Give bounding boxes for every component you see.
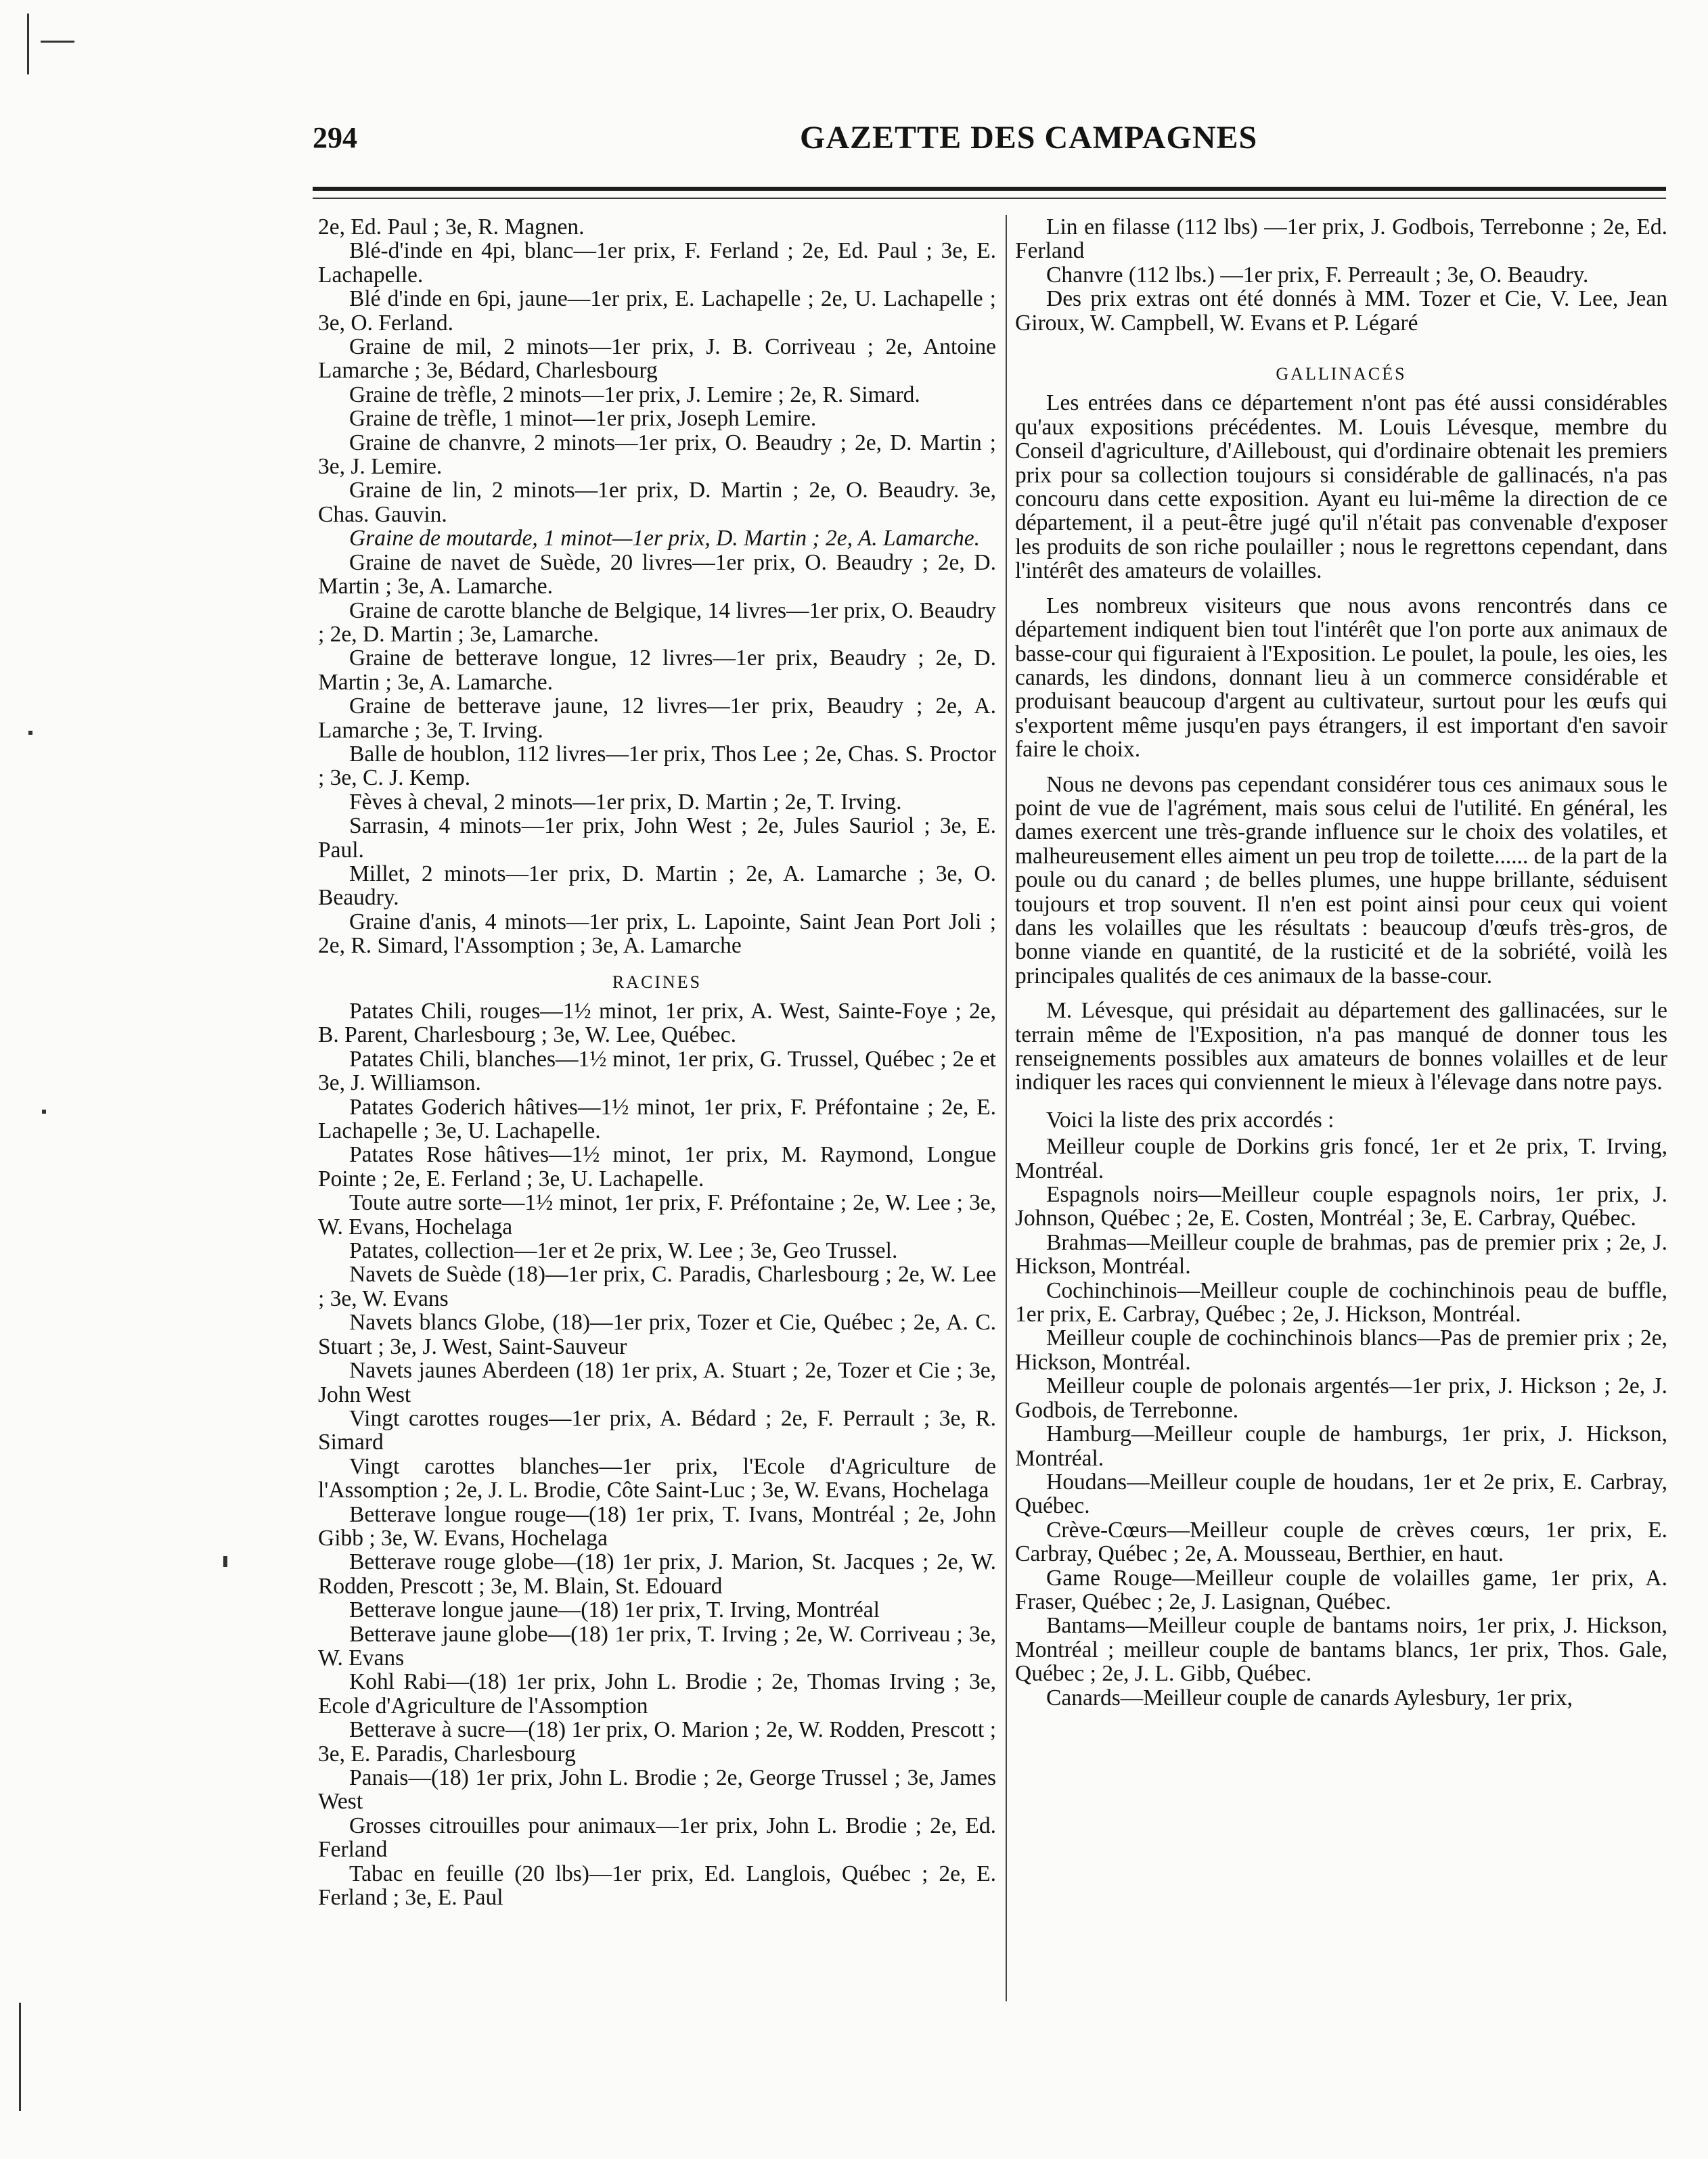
racines-entry: Panais—(18) 1er prix, John L. Brodie ; 2e, George Trussel ; 3e, James West (318, 1765, 996, 1815)
prize-entry: Blé d'inde en 6pi, jaune—1er prix, E. Lachapelle ; 2e, U. Lachapelle ; 3e, O. Ferland. (318, 286, 996, 336)
poultry-prize-entry: Meilleur couple de polonais argentés—1er prix, J. Hickson ; 2e, J. Godbois, de Terrebonne. (1015, 1373, 1667, 1423)
article-paragraph: M. Lévesque, qui présidait au département des gallinacées, sur le terrain même de l'Exposition, n'a pas manqué de donner tous les renseignements possibles aux amateurs de bonnes volailles et de leur indiquer les races qui conviennent le mieux à l'élevage dans notre pays. (1015, 998, 1667, 1095)
header-rule (313, 187, 1666, 191)
racines-entry: Vingt carottes rouges—1er prix, A. Bédard ; 2e, F. Perrault ; 3e, R. Simard (318, 1405, 996, 1455)
section-heading-racines: RACINES (612, 972, 702, 992)
racines-entry: Toute autre sorte—1½ minot, 1er prix, F. Préfontaine ; 2e, W. Lee ; 3e, W. Evans, Hochelaga (318, 1190, 996, 1240)
article-paragraph: Les entrées dans ce département n'ont pas été aussi considérables qu'aux expositions précédentes. M. Louis Lévesque, membre du Conseil d'agriculture, d'Ailleboust, qui d'ordinaire obtenait les premiers prix pour sa collection toujours si considérable de gallinacés, n'a pas concouru dans cette exposition. Ayant eu lui-même la direction de ce département, il a peut-être jugé qu'il n'était pas convenable d'exposer les produits de son riche poulailler ; nous le regrettons cependant, dans l'intérêt des amateurs de volailles. (1015, 390, 1667, 584)
header-rule-thin (313, 198, 1666, 199)
left-column (318, 215, 996, 1909)
column-divider (1006, 215, 1007, 2001)
racines-entry: Navets blancs Globe, (18)—1er prix, Tozer et Cie, Québec ; 2e, A. C. Stuart ; 3e, J. West, Saint-Sauveur (318, 1310, 996, 1359)
prize-entry: Graine de moutarde, 1 minot—1er prix, D. Martin ; 2e, A. Lamarche. (349, 526, 981, 551)
prize-entry: Graine de chanvre, 2 minots—1er prix, O. Beaudry ; 2e, D. Martin ; 3e, J. Lemire. (318, 430, 996, 480)
racines-entry: Vingt carottes blanches—1er prix, l'Ecole d'Agriculture de l'Assomption ; 2e, J. L. Brodie, Côte Saint-Luc ; 3e, W. Evans, Hochelaga (318, 1453, 996, 1503)
prize-entry: Chanvre (112 lbs.) —1er prix, F. Perreault ; 3e, O. Beaudry. (1046, 262, 1589, 288)
poultry-prize-entry: Brahmas—Meilleur couple de brahmas, pas de premier prix ; 2e, J. Hickson, Montréal. (1015, 1229, 1667, 1279)
prize-entry: Graine de betterave longue, 12 livres—1er prix, Beaudry ; 2e, D. Martin ; 3e, A. Lamarche. (318, 645, 996, 695)
poultry-prize-entry: Meilleur couple de Dorkins gris foncé, 1er et 2e prix, T. Irving, Montréal. (1015, 1134, 1667, 1183)
prize-entry: Des prix extras ont été donnés à MM. Tozer et Cie, V. Lee, Jean Giroux, W. Campbell, W. Evans et P. Légaré (1015, 286, 1667, 336)
poultry-prize-entry: Canards—Meilleur couple de canards Aylesbury, 1er prix, (1046, 1685, 1573, 1710)
prize-entry: Graine de carotte blanche de Belgique, 14 livres—1er prix, O. Beaudry ; 2e, D. Martin ; 3e, Lamarche. (318, 597, 996, 647)
racines-entry: Grosses citrouilles pour animaux—1er prix, John L. Brodie ; 2e, Ed. Ferland (318, 1813, 996, 1863)
article-paragraph: Nous ne devons pas cependant considérer tous ces animaux sous le point de vue de l'agrément, mais sous celui de l'utilité. En général, les dames exercent une très-grande influence sur le choix des volatiles, et malheureusement elles aiment un peu trop de toilette...... de la part de la poule ou du canard ; de belles plumes, une huppe brillante, séduisent toujours et trop souvent. Il n'en est point ainsi pour ceux qui voient dans les volailles que les résultats : beaucoup d'œufs très-gros, de bonne viande en quantité, de la rusticité et de la sobriété, voilà les principales qualités de ces animaux de la basse-cour. (1015, 771, 1667, 988)
racines-entry: Kohl Rabi—(18) 1er prix, John L. Brodie ; 2e, Thomas Irving ; 3e, Ecole d'Agriculture de l'Assomption (318, 1669, 996, 1719)
racines-entry: Betterave longue rouge—(18) 1er prix, T. Ivans, Montréal ; 2e, John Gibb ; 3e, W. Evans, Hochelaga (318, 1501, 996, 1551)
prize-entry: Fèves à cheval, 2 minots—1er prix, D. Martin ; 2e, T. Irving. (349, 789, 902, 815)
entry-continued: 2e, Ed. Paul ; 3e, R. Magnen. (318, 214, 585, 240)
prize-entry: Graine de navet de Suède, 20 livres—1er prix, O. Beaudry ; 2e, D. Martin ; 3e, A. Lamarche. (318, 549, 996, 599)
racines-entry: Patates Chili, rouges—1½ minot, 1er prix, A. West, Sainte-Foye ; 2e, B. Parent, Charlesbourg ; 3e, W. Lee, Québec. (318, 999, 996, 1048)
racines-entry: Patates Goderich hâtives—1½ minot, 1er prix, F. Préfontaine ; 2e, E. Lachapelle ; 3e, U. Lachapelle. (318, 1094, 996, 1144)
racines-entry: Patates, collection—1er et 2e prix, W. Lee ; 3e, Geo Trussel. (349, 1238, 898, 1264)
scan-margin-marks (0, 0, 81, 2159)
racines-entry: Betterave à sucre—(18) 1er prix, O. Marion ; 2e, W. Rodden, Prescott ; 3e, E. Paradis, Charlesbourg (318, 1717, 996, 1767)
article-paragraph: Les nombreux visiteurs que nous avons rencontrés dans ce département indiquent bien tout l'intérêt que l'on porte aux animaux de basse-cour qui figuraient à l'Exposition. Le poulet, la poule, les oies, les canards, les dindons, donnant lieu à un commerce considérable et produisant beaucoup d'argent au cultivateur, surtout pour les œufs qui s'exportent même jusqu'en pays étrangers, il est important d'en savoir faire le choix. (1015, 593, 1667, 763)
racines-entry: Tabac en feuille (20 lbs)—1er prix, Ed. Langlois, Québec ; 2e, E. Ferland ; 3e, E. Paul (318, 1861, 996, 1911)
poultry-prize-entry: Bantams—Meilleur couple de bantams noirs, 1er prix, J. Hickson, Montréal ; meilleur couple de bantams blancs, 1er prix, Thos. Gale, Québec ; 2e, J. L. Gibb, Québec. (1015, 1613, 1667, 1687)
poultry-prize-entry: Crève-Cœurs—Meilleur couple de crèves cœurs, 1er prix, E. Carbray, Québec ; 2e, A. Mousseau, Berthier, en haut. (1015, 1517, 1667, 1567)
poultry-prize-entry: Espagnols noirs—Meilleur couple espagnols noirs, 1er prix, J. Johnson, Québec ; 2e, E. Costen, Montréal ; 3e, E. Carbray, Québec. (1015, 1182, 1667, 1231)
prize-entry: Lin en filasse (112 lbs) —1er prix, J. Godbois, Terrebonne ; 2e, Ed. Ferland (1015, 214, 1667, 264)
racines-entry: Betterave jaune globe—(18) 1er prix, T. Irving ; 2e, W. Corriveau ; 3e, W. Evans (318, 1621, 996, 1671)
prize-list-intro: Voici la liste des prix accordés : (1046, 1107, 1334, 1133)
racines-entry: Betterave longue jaune—(18) 1er prix, T. Irving, Montréal (349, 1597, 880, 1623)
prize-entry: Graine de lin, 2 minots—1er prix, D. Martin ; 2e, O. Beaudry. 3e, Chas. Gauvin. (318, 478, 996, 527)
running-title: GAZETTE DES CAMPAGNES (800, 120, 1258, 156)
poultry-prize-entry: Hamburg—Meilleur couple de hamburgs, 1er prix, J. Hickson, Montréal. (1015, 1422, 1667, 1471)
prize-entry: Millet, 2 minots—1er prix, D. Martin ; 2e, A. Lamarche ; 3e, O. Beaudry. (318, 861, 996, 911)
poultry-prize-entry: Cochinchinois—Meilleur couple de cochinchinois peau de buffle, 1er prix, E. Carbray, Québec ; 2e, J. Hickson, Montréal. (1015, 1277, 1667, 1327)
racines-entry: Patates Rose hâtives—1½ minot, 1er prix, M. Raymond, Longue Pointe ; 2e, E. Ferland ; 3e, U. Lachapelle. (318, 1142, 996, 1191)
prize-entry: Balle de houblon, 112 livres—1er prix, Thos Lee ; 2e, Chas. S. Proctor ; 3e, C. J. Kemp. (318, 741, 996, 791)
racines-entry: Navets de Suède (18)—1er prix, C. Paradis, Charlesbourg ; 2e, W. Lee ; 3e, W. Evans (318, 1262, 996, 1311)
racines-entry: Navets jaunes Aberdeen (18) 1er prix, A. Stuart ; 2e, Tozer et Cie ; 3e, John West (318, 1358, 996, 1407)
poultry-prize-entry: Houdans—Meilleur couple de houdans, 1er et 2e prix, E. Carbray, Québec. (1015, 1469, 1667, 1519)
prize-entry: Graine d'anis, 4 minots—1er prix, L. Lapointe, Saint Jean Port Joli ; 2e, R. Simard, l'Assomption ; 3e, A. Lamarche (318, 909, 996, 959)
right-column (1015, 215, 1667, 1710)
racines-entry: Patates Chili, blanches—1½ minot, 1er prix, G. Trussel, Québec ; 2e et 3e, J. Williamson. (318, 1046, 996, 1096)
prize-entry: Graine de betterave jaune, 12 livres—1er prix, Beaudry ; 2e, A. Lamarche ; 3e, T. Irving. (318, 694, 996, 743)
prize-entry: Graine de trèfle, 1 minot—1er prix, Joseph Lemire. (349, 406, 817, 432)
prize-entry: Graine de trèfle, 2 minots—1er prix, J. Lemire ; 2e, R. Simard. (349, 382, 920, 407)
page-number: 294 (313, 121, 357, 154)
prize-entry: Sarrasin, 4 minots—1er prix, John West ; 2e, Jules Sauriol ; 3e, E. Paul. (318, 813, 996, 863)
racines-entry: Betterave rouge globe—(18) 1er prix, J. Marion, St. Jacques ; 2e, W. Rodden, Prescott ; 3e, M. Blain, St. Edouard (318, 1549, 996, 1599)
section-heading-gallinaces: GALLINACÉS (1276, 364, 1407, 384)
prize-entry: Blé-d'inde en 4pi, blanc—1er prix, F. Ferland ; 2e, Ed. Paul ; 3e, E. Lachapelle. (318, 238, 996, 288)
poultry-prize-entry: Game Rouge—Meilleur couple de volailles game, 1er prix, A. Fraser, Québec ; 2e, J. Lasignan, Québec. (1015, 1565, 1667, 1614)
poultry-prize-entry: Meilleur couple de cochinchinois blancs—Pas de premier prix ; 2e, Hickson, Montréal. (1015, 1325, 1667, 1375)
prize-entry: Graine de mil, 2 minots—1er prix, J. B. Corriveau ; 2e, Antoine Lamarche ; 3e, Bédard, Charlesbourg (318, 334, 996, 384)
page-header (313, 114, 1673, 168)
